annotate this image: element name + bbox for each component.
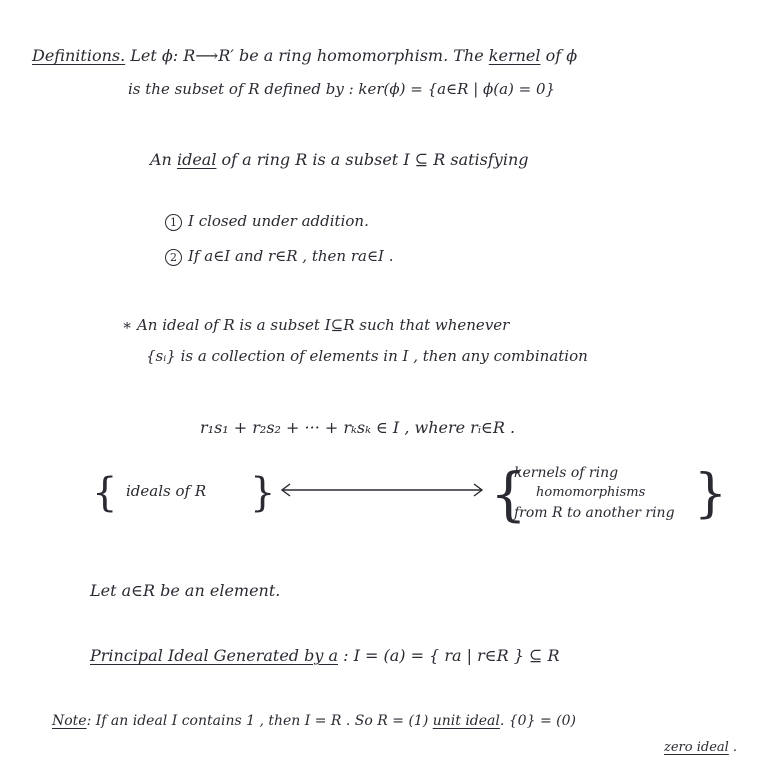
note-after: . {0} = (0) xyxy=(499,713,576,729)
right-brace-open: { xyxy=(490,460,527,528)
ideal-text-post: of a ring R is a subset I ⊆ R satisfying xyxy=(221,150,529,169)
principal-ideal xyxy=(90,646,560,665)
kernel-term: kernel xyxy=(488,46,541,65)
element-statement: Let a∈R be an element. xyxy=(90,581,281,600)
condition-1 xyxy=(165,212,369,231)
zero-ideal-label: zero ideal xyxy=(664,740,729,755)
definitions-line-1 xyxy=(32,46,577,65)
star-remark-line-1: ∗ An ideal of R is a subset I⊆R such that whenever xyxy=(122,316,510,334)
note-label: Note xyxy=(52,713,87,729)
combination-formula: r₁s₁ + r₂s₂ + ··· + rₖsₖ ∈ I , where rᵢ∈R . xyxy=(200,418,516,437)
left-brace-open: { xyxy=(92,470,118,516)
kernels-line-2: homomorphisms xyxy=(536,485,646,500)
right-brace-close: } xyxy=(694,464,728,524)
ideal-term: ideal xyxy=(176,150,217,169)
condition-1-text: I closed under addition. xyxy=(188,212,369,230)
unit-ideal-term: unit ideal xyxy=(432,713,500,729)
kernels-line-3: from R to another ring xyxy=(514,505,675,521)
ideal-text-pre: An xyxy=(150,150,172,169)
circled-number: 2 xyxy=(165,249,182,266)
double-arrow-icon xyxy=(278,482,488,498)
kernel-definition: is the subset of R defined by : ker(ϕ) = {a∈R | ϕ(a) = 0} xyxy=(128,80,556,98)
left-brace-close: } xyxy=(250,470,276,516)
circled-number: 1 xyxy=(165,214,182,231)
kernels-line-1: kernels of ring xyxy=(514,465,619,481)
ideals-of-r: ideals of R xyxy=(126,482,207,500)
star-remark-line-2: {sᵢ} is a collection of elements in I , then any combination xyxy=(146,347,588,365)
ideal-definition xyxy=(150,150,528,169)
principal-ideal-label: Principal Ideal Generated by a xyxy=(90,646,339,665)
condition-2-text: If a∈I and r∈R , then ra∈I . xyxy=(188,247,394,265)
note-text: : If an ideal I contains 1 , then I = R . So R = (1) xyxy=(86,713,429,729)
principal-ideal-definition: : I = (a) = { ra | r∈R } ⊆ R xyxy=(343,646,560,665)
definitions-label: Definitions. xyxy=(32,46,126,65)
definitions-text-post: of ϕ xyxy=(545,46,578,65)
definitions-text-pre: Let ϕ: R⟶R′ be a ring homomorphism. The xyxy=(130,46,484,65)
condition-2 xyxy=(165,247,394,266)
note-line xyxy=(52,713,576,729)
zero-ideal-term: zero ideal . xyxy=(664,740,738,755)
